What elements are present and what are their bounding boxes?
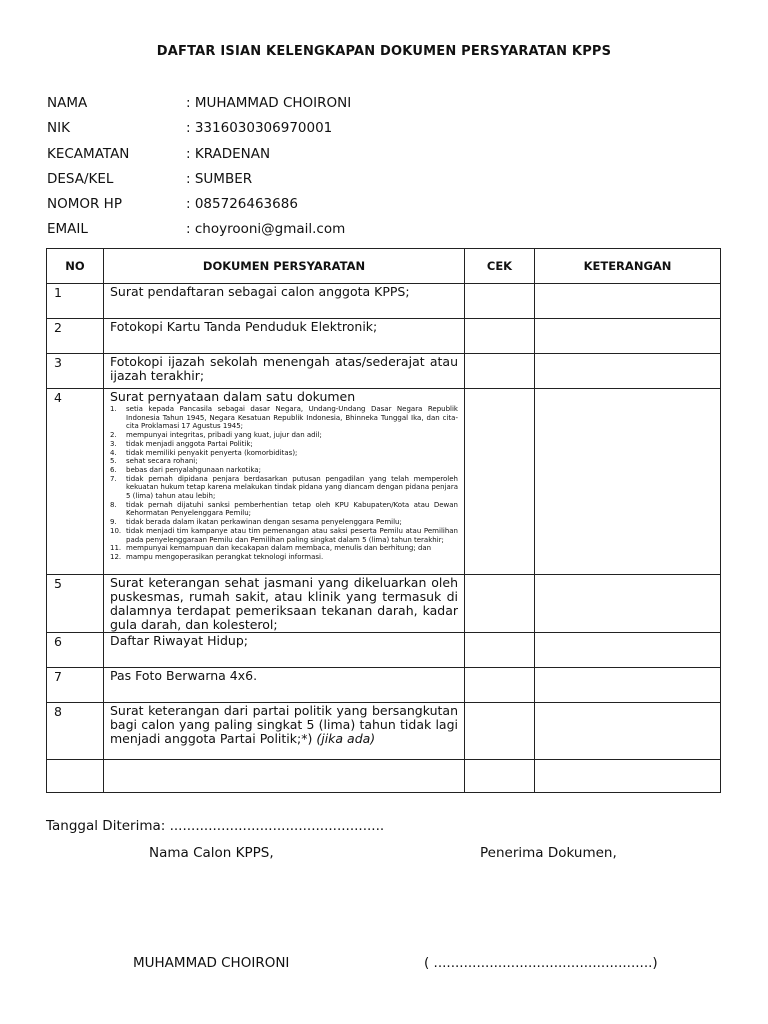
info-label: EMAIL	[47, 221, 88, 238]
statement-item-text: bebas dari penyalahgunaan narkotika;	[126, 465, 261, 474]
row-document	[104, 703, 465, 760]
header-keterangan: KETERANGAN	[535, 249, 721, 284]
statement-item	[110, 518, 458, 527]
row-number: 6	[47, 633, 104, 668]
statement-item-text: mempunyai kemampuan dan kecakapan dalam membaca, menulis dan berhitung; dan	[126, 544, 432, 553]
table-row	[47, 389, 721, 575]
cek-cell[interactable]	[465, 284, 535, 319]
keterangan-cell[interactable]	[535, 703, 721, 760]
statement-item-text: tidak pernah dijatuhi sanksi pemberhentian tetap oleh KPU Kabupaten/Kota atau Dewan Kehormatan Penyelenggara Pemilu;	[126, 500, 458, 518]
row-number: 3	[47, 354, 104, 389]
statement-item-text: tidak berada dalam ikatan perkawinan dengan sesama penyelenggara Pemilu;	[126, 518, 402, 527]
cek-cell[interactable]	[465, 575, 535, 633]
statement-item-number: 8.	[110, 500, 117, 509]
nama-calon-label: Nama Calon KPPS,	[149, 845, 274, 861]
cek-cell[interactable]	[465, 354, 535, 389]
row-number: 8	[47, 703, 104, 760]
statement-item	[110, 457, 458, 466]
statement-item-text: tidak menjadi tim kampanye atau tim pemenangan atau saksi peserta Pemilu atau Pemilihan pada penyelenggaraan Pemilu dan Pemilihan paling singkat dalam 5 (lima) tahun terakhir;	[126, 526, 458, 544]
keterangan-cell[interactable]	[535, 354, 721, 389]
info-value: : choyrooni@gmail.com	[186, 221, 346, 238]
statement-list	[110, 405, 458, 562]
statement-item	[110, 501, 458, 518]
header-cek: CEK	[465, 249, 535, 284]
statement-item	[110, 466, 458, 475]
keterangan-cell[interactable]	[535, 319, 721, 354]
statement-item-number: 11.	[110, 544, 122, 553]
requirements-table	[46, 248, 721, 793]
row-document: Fotokopi ijazah sekolah menengah atas/sederajat atau ijazah terakhir;	[104, 354, 465, 389]
row-number: 1	[47, 284, 104, 319]
statement-item-text: sehat secara rohani;	[126, 457, 198, 466]
table-row	[47, 354, 721, 389]
table-row	[47, 319, 721, 354]
statement-item-number: 12.	[110, 552, 122, 561]
info-label: KECAMATAN	[47, 145, 130, 162]
info-label: DESA/KEL	[47, 170, 114, 187]
row-document: Surat keterangan sehat jasmani yang dikeluarkan oleh puskesmas, rumah sakit, atau klinik yang termasuk di dalamnya terdapat pemeriksaan tekanan darah, kadar gula darah, dan kolesterol;	[104, 575, 465, 633]
row-document: Daftar Riwayat Hidup;	[104, 633, 465, 668]
info-value: : SUMBER	[186, 170, 253, 187]
keterangan-cell[interactable]	[535, 575, 721, 633]
cek-cell[interactable]	[465, 319, 535, 354]
table-row	[47, 668, 721, 703]
info-value: : KRADENAN	[186, 145, 271, 162]
header-dokumen: DOKUMEN PERSYARATAN	[104, 249, 465, 284]
cek-cell[interactable]	[465, 633, 535, 668]
table-header-row	[47, 249, 721, 284]
statement-item-text: tidak menjadi anggota Partai Politik;	[126, 439, 253, 448]
penerima-label: Penerima Dokumen,	[480, 845, 617, 861]
row-document-text: Surat keterangan dari partai politik yang bersangkutan bagi calon yang paling singkat 5 (lima) tahun tidak lagi menjadi anggota Partai Politik;*)	[110, 703, 458, 746]
table-row	[47, 703, 721, 760]
info-row-kecamatan	[47, 146, 351, 171]
statement-item-number: 4.	[110, 448, 117, 457]
statement-item-text: tidak pernah dipidana penjara berdasarkan putusan pengadilan yang telah memperoleh kekuatan hukum tetap karena melakukan tindak pidana yang diancam dengan pidana penjara 5 (lima) tahun atau lebih;	[126, 474, 458, 501]
row-number: 2	[47, 319, 104, 354]
keterangan-cell[interactable]	[535, 284, 721, 319]
empty-cell	[465, 760, 535, 793]
cek-cell[interactable]	[465, 668, 535, 703]
statement-item	[110, 405, 458, 431]
statement-item-number: 3.	[110, 439, 117, 448]
info-row-desa	[47, 171, 351, 196]
statement-item-number: 7.	[110, 474, 117, 483]
info-row-nama	[47, 95, 351, 120]
row-number: 4	[47, 389, 104, 575]
info-label: NOMOR HP	[47, 196, 122, 213]
statement-item-number: 10.	[110, 526, 122, 535]
statement-item	[110, 544, 458, 553]
info-row-nomor-hp	[47, 196, 351, 221]
header-no: NO	[47, 249, 104, 284]
keterangan-cell[interactable]	[535, 389, 721, 575]
table-row	[47, 284, 721, 319]
statement-item-number: 1.	[110, 405, 117, 413]
empty-cell	[47, 760, 104, 793]
nama-calon-signature: MUHAMMAD CHOIRONI	[133, 955, 290, 971]
info-row-nik	[47, 120, 351, 145]
keterangan-cell[interactable]	[535, 633, 721, 668]
statement-item	[110, 527, 458, 544]
statement-item	[110, 449, 458, 458]
keterangan-cell[interactable]	[535, 668, 721, 703]
statement-item-number: 2.	[110, 431, 117, 440]
statement-item-number: 5.	[110, 457, 117, 466]
row-number: 5	[47, 575, 104, 633]
info-row-email	[47, 221, 351, 246]
table-row	[47, 575, 721, 633]
row-document: Fotokopi Kartu Tanda Penduduk Elektronik;	[104, 319, 465, 354]
cek-cell[interactable]	[465, 389, 535, 575]
info-label: NAMA	[47, 95, 88, 111]
empty-cell	[104, 760, 465, 793]
table-row-empty	[47, 760, 721, 793]
info-value: : 3316030306970001	[186, 120, 333, 137]
statement-heading: Surat pernyataan dalam satu dokumen	[110, 389, 356, 404]
statement-item	[110, 553, 458, 562]
info-value: : 085726463686	[186, 196, 298, 213]
statement-item-text: tidak memiliki penyakit penyerta (komorbiditas);	[126, 448, 298, 457]
statement-item-number: 6.	[110, 465, 117, 474]
table-row	[47, 633, 721, 668]
row-document: Pas Foto Berwarna 4x6.	[104, 668, 465, 703]
row-document-statement	[104, 389, 465, 575]
row-number: 7	[47, 668, 104, 703]
row-document: Surat pendaftaran sebagai calon anggota KPPS;	[104, 284, 465, 319]
statement-item-number: 9.	[110, 518, 117, 527]
applicant-info	[47, 95, 351, 247]
info-value: : MUHAMMAD CHOIRONI	[186, 95, 352, 111]
row-document-note: (jika ada)	[316, 731, 376, 746]
empty-cell	[535, 760, 721, 793]
penerima-signature-blank: ( ...................................................)	[424, 955, 658, 971]
statement-item	[110, 431, 458, 440]
statement-item-text: mempunyai integritas, pribadi yang kuat, jujur dan adil;	[126, 431, 322, 440]
statement-item-text: mampu mengoperasikan perangkat teknologi informasi.	[126, 552, 324, 561]
cek-cell[interactable]	[465, 703, 535, 760]
document-title: DAFTAR ISIAN KELENGKAPAN DOKUMEN PERSYARATAN KPPS	[156, 44, 612, 59]
statement-item	[110, 440, 458, 449]
statement-item-text: setia kepada Pancasila sebagai dasar Negara, Undang-Undang Dasar Negara Republik Indonesia Tahun 1945, Negara Kesatuan Republik Indonesia, Bhinneka Tunggal Ika, dan cita-cita Proklamasi 17 Agustus 1945;	[126, 405, 458, 431]
info-label: NIK	[47, 120, 70, 137]
tanggal-diterima: Tanggal Diterima: ..................................................	[46, 818, 385, 834]
statement-item	[110, 475, 458, 501]
